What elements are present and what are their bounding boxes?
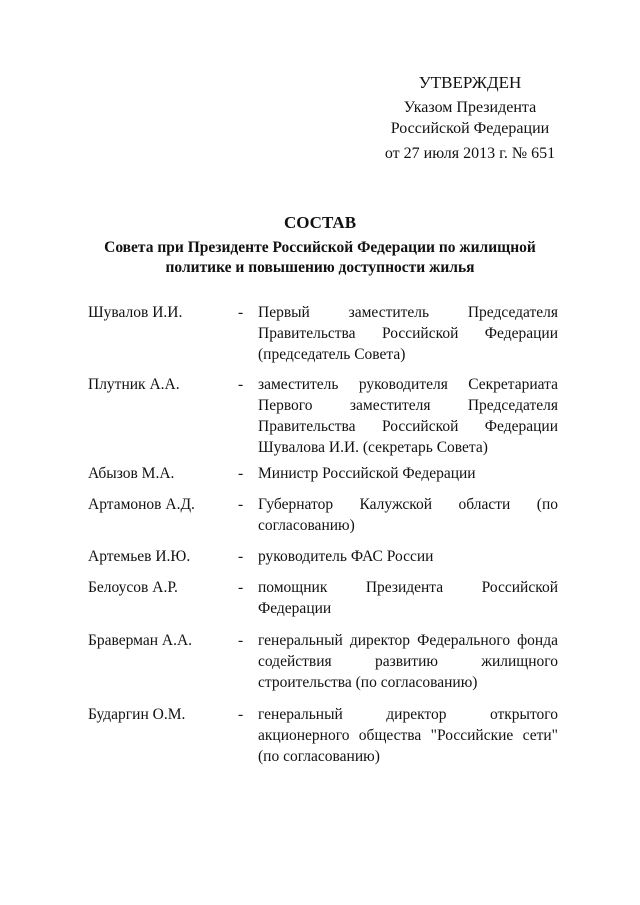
member-dash: -	[238, 632, 244, 649]
document-subtitle-line-2: политике и повышению доступности жилья	[165, 259, 475, 276]
member-position: Первый заместитель Председателя Правительства Российской Федерации (председатель Совета)	[258, 304, 558, 363]
member-name: Бударгин О.М.	[88, 706, 186, 723]
member-position: помощник Президента Российской Федерации	[258, 579, 558, 617]
member-name: Плутник А.А.	[88, 376, 180, 393]
member-dash: -	[238, 376, 244, 393]
member-dash: -	[238, 706, 244, 723]
member-name: Браверман А.А.	[88, 632, 193, 649]
document-title-block	[80, 212, 560, 278]
approval-stamp	[360, 72, 580, 164]
approval-heading: УТВЕРЖДЕН	[418, 73, 522, 92]
member-name: Артемьев И.Ю.	[88, 548, 191, 565]
member-position: руководитель ФАС России	[258, 548, 434, 565]
member-name: Артамонов А.Д.	[88, 496, 195, 513]
document-title: СОСТАВ	[283, 213, 357, 232]
member-dash: -	[238, 304, 244, 321]
member-dash: -	[238, 496, 244, 513]
member-dash: -	[238, 548, 244, 565]
member-dash: -	[238, 465, 244, 482]
member-position: генеральный директор Федерального фонда содействия развитию жилищного строительства (по согласованию)	[258, 632, 558, 691]
approval-date: от 27 июля 2013 г. № 651	[384, 145, 556, 162]
member-name: Белоусов А.Р.	[88, 579, 178, 596]
member-name: Абызов М.А.	[88, 465, 175, 482]
member-name: Шувалов И.И.	[88, 304, 183, 321]
member-position: генеральный директор открытого акционерного общества "Российские сети" (по согласованию)	[258, 706, 558, 765]
approval-country-line: Российской Федерации	[390, 120, 550, 137]
document-subtitle-line-1: Совета при Президенте Российской Федерации по жилищной	[104, 239, 536, 256]
member-position: Министр Российской Федерации	[258, 465, 476, 482]
member-dash: -	[238, 579, 244, 596]
member-position: заместитель руководителя Секретариата Первого заместителя Председателя Правительства Российской Федерации Шувалова И.И. (секретарь Совета)	[258, 376, 558, 456]
approval-decree-line: Указом Президента	[403, 99, 537, 116]
member-position: Губернатор Калужской области (по согласованию)	[258, 496, 558, 534]
